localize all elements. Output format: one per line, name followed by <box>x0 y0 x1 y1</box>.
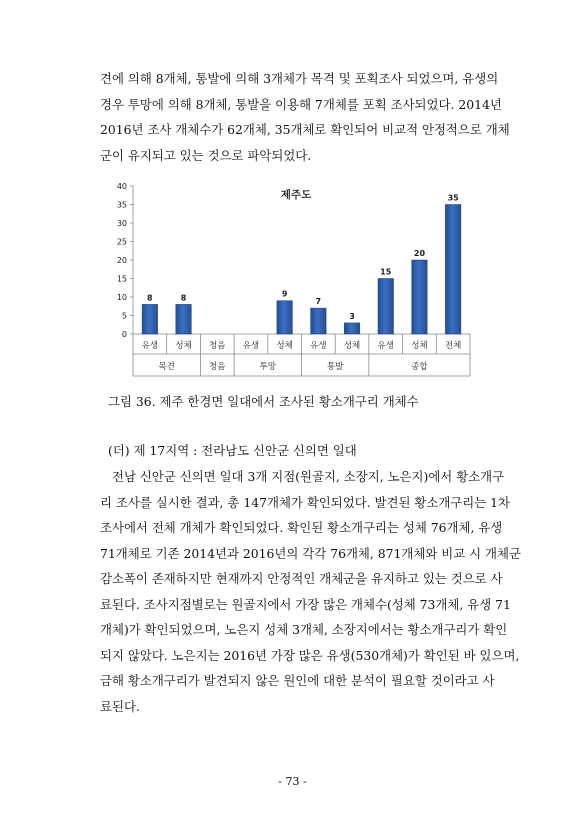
paragraph-bottom <box>100 464 521 719</box>
bar <box>311 308 327 334</box>
y-tick-label: 10 <box>116 293 127 302</box>
chart-title: 제주도 <box>280 189 312 201</box>
x-group-label: 청음 <box>209 362 226 372</box>
paragraph-line: 경우 투망에 의해 8개체, 통발을 이용해 7개체를 포획 조사되었다. 2014년 <box>100 96 502 112</box>
y-tick-label: 5 <box>121 311 127 321</box>
x-category-label: 유생 <box>141 341 159 351</box>
y-tick-label: 0 <box>121 330 127 339</box>
data-label: 9 <box>281 289 288 299</box>
data-label: 8 <box>180 293 187 303</box>
y-tick-label: 35 <box>116 200 127 210</box>
data-label: 20 <box>413 249 426 258</box>
x-category-label: 유생 <box>242 341 260 351</box>
chart-svg <box>100 172 486 384</box>
x-category-label: 유생 <box>377 341 394 351</box>
y-tick-label: 25 <box>116 237 127 247</box>
x-category-label: 청음 <box>209 341 226 351</box>
paragraph-top <box>100 66 510 168</box>
figure-caption: 그림 36. 제주 한경면 일대에서 조사된 황소개구리 개체수 <box>108 394 419 409</box>
bar <box>344 323 360 334</box>
bar <box>142 304 158 334</box>
paragraph-line: 견에 의해 8개체, 통발에 의해 3개체가 목격 및 포획조사 되었으며, 유생의 <box>100 71 499 86</box>
paragraph-line: 개체)가 확인되었으며, 노은지 성체 3개체, 소장지에서는 황소개구리가 확인 <box>100 622 508 637</box>
data-label: 7 <box>315 297 322 307</box>
x-category-label: 성체 <box>343 341 361 351</box>
x-category-label: 유생 <box>310 341 327 351</box>
bar-layer <box>142 194 461 335</box>
x-category-label: 성체 <box>276 341 293 351</box>
x-category-label: 전체 <box>444 341 462 351</box>
paragraph-line: 료된다. 조사지점별로는 원골지에서 가장 많은 개체수(성체 73개체, 유생 71 <box>100 596 511 612</box>
paragraph-line: 2016년 조사 개체수가 62개체, 35개체로 확인되어 비교적 안정적으로 개체 <box>100 122 510 137</box>
paragraph-line: 료된다. <box>100 698 140 714</box>
paragraph-line: 감소폭이 존재하지만 현재까지 안정적인 개체군을 유지하고 있는 것으로 사 <box>100 571 503 586</box>
y-tick-label: 15 <box>116 274 127 284</box>
x-group-label: 목견 <box>158 362 175 372</box>
section-heading: (더) 제 17지역 : 전라남도 신안군 신의면 일대 <box>108 443 357 458</box>
x-category-label: 성체 <box>175 341 192 351</box>
bar <box>412 260 428 334</box>
paragraph-line: 71개체로 기존 2014년과 2016년의 각각 76개체, 871개체와 비교 시 개체군 <box>100 545 521 561</box>
bar-chart <box>100 172 486 384</box>
data-label: 35 <box>447 193 459 203</box>
x-group-label: 통발 <box>326 362 344 372</box>
data-label: 8 <box>147 293 153 303</box>
bar <box>176 304 192 334</box>
bar <box>445 205 461 335</box>
paragraph-line: 금해 황소개구리가 발견되지 않은 원인에 대한 분석이 필요할 것이라고 사 <box>100 673 495 688</box>
y-tick-label: 30 <box>116 219 127 228</box>
page-number: - 73 - <box>278 775 307 788</box>
y-tick-label: 20 <box>116 256 127 265</box>
paragraph-line: 조사에서 전체 개체가 확인되었다. 확인된 황소개구리는 성체 76개체, 유생 <box>100 520 503 535</box>
x-group-label: 투망 <box>259 362 277 372</box>
bar <box>277 301 293 334</box>
paragraph-line: 군이 유지되고 있는 것으로 파악되었다. <box>100 147 312 163</box>
paragraph-line: 되지 않았다. 노은지는 2016년 가장 많은 유생(530개체)가 확인된 바 있으며, <box>100 647 520 663</box>
data-label: 15 <box>380 267 392 277</box>
x-group-label: 종합 <box>411 362 428 372</box>
paragraph-line: 전남 신안군 신의면 일대 3개 지점(원골지, 소장지, 노은지)에서 황소개구 <box>112 469 505 484</box>
paragraph-line: 리 조사를 실시한 결과, 총 147개체가 확인되었다. 발견된 황소개구리는 1차 <box>100 494 510 510</box>
y-tick-label: 40 <box>116 182 127 191</box>
bar <box>378 279 394 335</box>
data-label: 3 <box>349 311 355 321</box>
x-category-label: 성체 <box>411 341 428 351</box>
